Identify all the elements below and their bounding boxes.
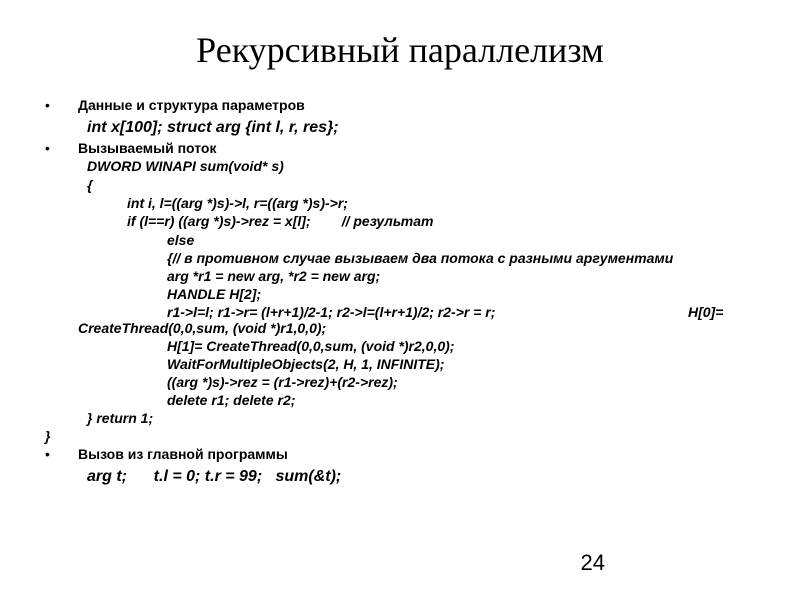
code-line: else bbox=[167, 232, 195, 248]
code-line: H[0]= bbox=[688, 304, 724, 320]
code-line: WaitForMultipleObjects(2, H, 1, INFINITE); bbox=[167, 356, 445, 372]
bullet-heading-params: Данные и структура параметров bbox=[78, 97, 305, 113]
code-line: r1->l=l; r1->r= (l+r+1)/2-1; r2->l=(l+r+1)/2; r2->r = r; bbox=[167, 304, 496, 320]
code-line: if (l==r) ((arg *)s)->rez = x[l]; // результат bbox=[127, 213, 434, 229]
code-line: arg *r1 = new arg, *r2 = new arg; bbox=[167, 268, 381, 284]
code-line: H[1]= CreateThread(0,0,sum, (void *)r2,0,0); bbox=[167, 338, 455, 354]
code-line: int x[100]; struct arg {int l, r, res}; bbox=[87, 119, 339, 136]
code-line: delete r1; delete r2; bbox=[167, 392, 296, 408]
bullet-marker: • bbox=[45, 97, 50, 113]
code-line: { bbox=[87, 177, 93, 193]
code-line: } return 1; bbox=[87, 410, 154, 426]
bullet-marker: • bbox=[45, 446, 50, 462]
bullet-heading-thread: Вызываемый поток bbox=[78, 140, 217, 156]
code-line: int i, l=((arg *)s)->l, r=((arg *)s)->r; bbox=[127, 195, 348, 211]
page-number: 24 bbox=[580, 550, 605, 575]
code-line: ((arg *)s)->rez = (r1->rez)+(r2->rez); bbox=[167, 374, 398, 390]
bullet-heading-main-call: Вызов из главной программы bbox=[78, 446, 288, 462]
code-line: CreateThread(0,0,sum, (void *)r1,0,0); bbox=[78, 320, 327, 336]
code-line: {// в противном случае вызываем два потока с разными аргументами bbox=[167, 250, 674, 266]
code-line: arg t; t.l = 0; t.r = 99; sum(&t); bbox=[87, 468, 342, 485]
code-line: } bbox=[45, 428, 51, 444]
code-line: DWORD WINAPI sum(void* s) bbox=[87, 158, 284, 174]
code-line: HANDLE H[2]; bbox=[167, 286, 262, 302]
slide-title: Рекурсивный параллелизм bbox=[196, 30, 604, 70]
bullet-marker: • bbox=[45, 140, 50, 156]
